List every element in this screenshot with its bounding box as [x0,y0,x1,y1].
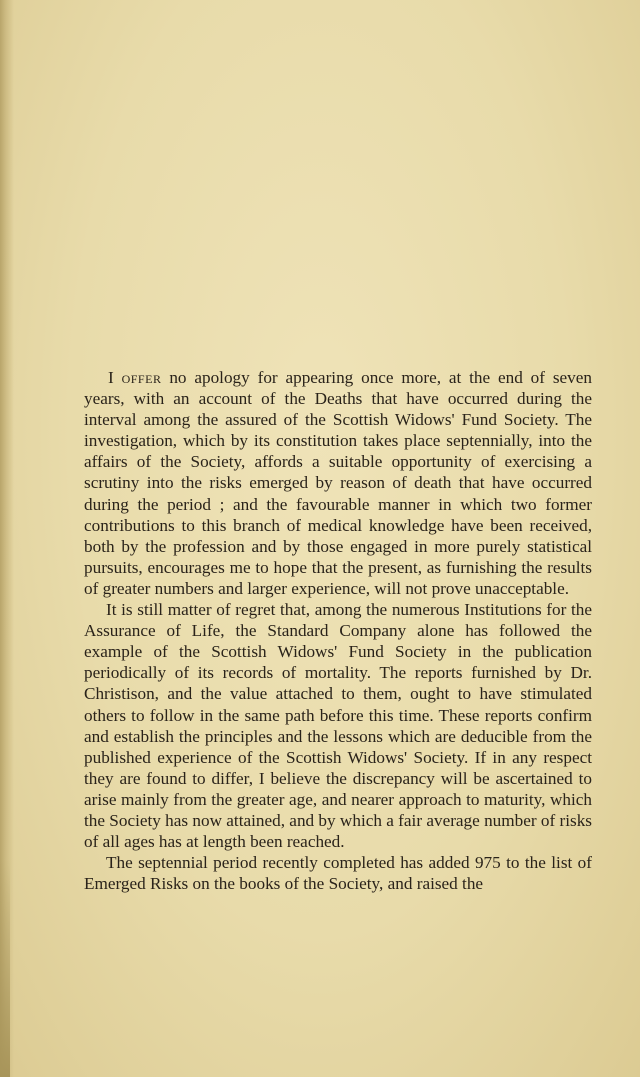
paragraph-1-lead: I [108,368,122,387]
page-edge-stain [0,860,10,1077]
paragraph-1-smallcaps-word: offer [121,368,162,387]
body-text [84,367,592,894]
paragraph-3: The septennial period recently completed has added 975 to the list of Emerged Risks on the books of the Society, and raised the [84,853,592,894]
paragraph-1-text: no apology for appearing once more, at the end of seven years, with an account of the Deaths that have occurred during the interval among the assured of the Scottish Widows' Fund Society. The investigation, which by its constitution takes place septennially, into the affairs of the Society, affords a suitable opportunity of exercising a scrutiny into the risks emerged by reason of death that have occurred during the period ; and the favourable manner in which two former contributions to this branch of medical knowledge have been received, both by the profession and by those engaged in more purely statistical pursuits, encourages me to hope that the present, as furnishing the results of greater numbers and larger experience, will not prove unacceptable. [84,368,592,598]
paragraph-2: It is still matter of regret that, among the numerous Institutions for the Assurance of Life, the Standard Company alone has followed the example of the Scottish Widows' Fund Society in the publication periodically of its records of mortality. The reports furnished by Dr. Christison, and the value attached to them, ought to have stimulated others to follow in the same path before this time. These reports confirm and establish the principles and the lessons which are deducible from the published experience of the Scottish Widows' Society. If in any respect they are found to differ, I believe the discrepancy will be ascertained to arise mainly from the greater age, and nearer approach to maturity, which the Society has now attained, and by which a fair average number of risks of all ages has at length been reached. [84,600,592,852]
paragraph-1 [84,367,592,599]
